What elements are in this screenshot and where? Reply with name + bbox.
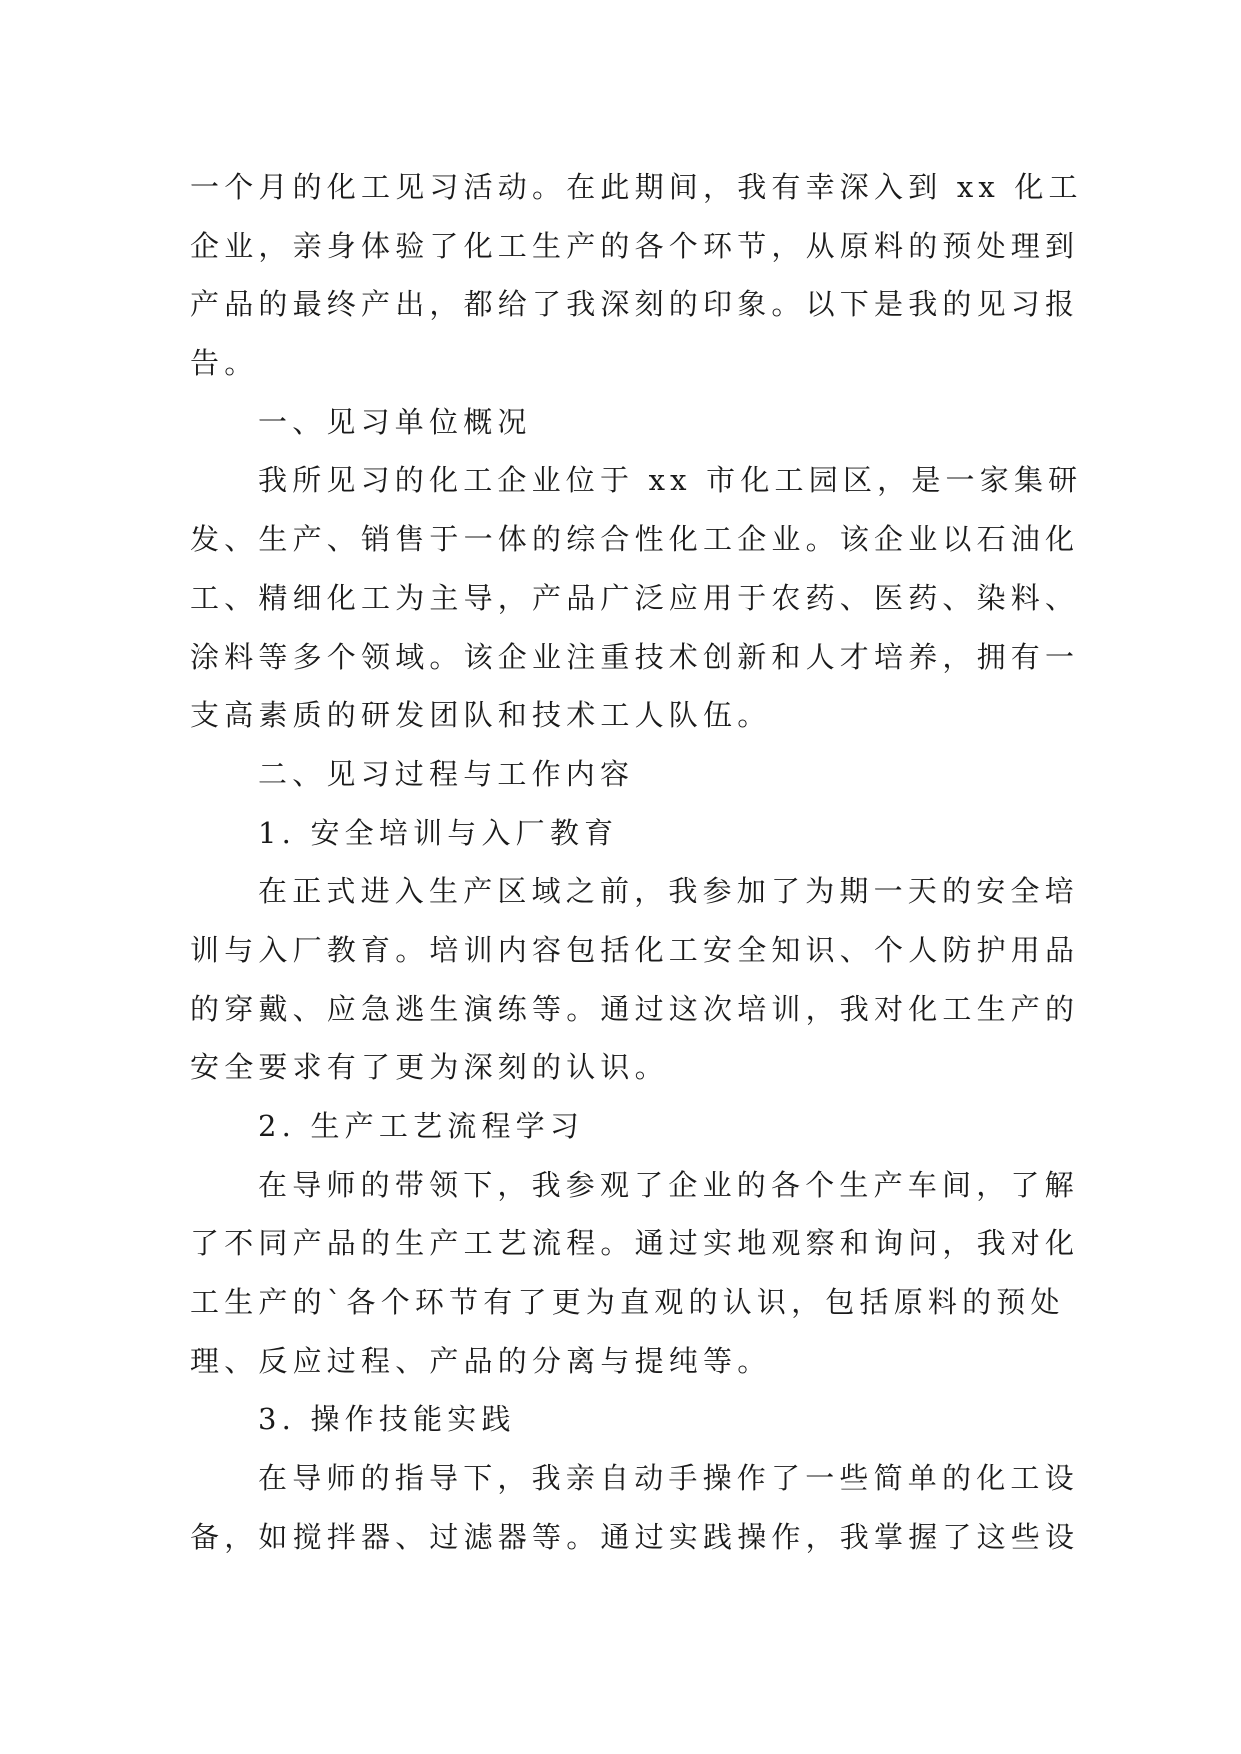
text-line: 理、反应过程、产品的分离与提纯等。 xyxy=(190,1343,772,1378)
text-line: 了不同产品的生产工艺流程。通过实地观察和询问，我对化 xyxy=(190,1226,1080,1261)
document-body xyxy=(190,158,1083,1567)
text-line: 在导师的带领下，我参观了企业的各个生产车间，了解 xyxy=(258,1167,1079,1202)
text-line: 支高素质的研发团队和技术工人队伍。 xyxy=(190,698,772,733)
text-line: 训与入厂教育。培训内容包括化工安全知识、个人防护用品 xyxy=(190,932,1080,967)
text-line: 工生产的`各个环节有了更为直观的认识，包括原料的预处 xyxy=(190,1285,1065,1320)
text-line: 产品的最终产出，都给了我深刻的印象。以下是我的见习报 xyxy=(190,287,1080,322)
text-line: 涂料等多个领域。该企业注重技术创新和人才培养，拥有一 xyxy=(190,639,1080,674)
section-heading: 二、见习过程与工作内容 xyxy=(258,756,635,791)
subsection-heading: 1. 安全培训与入厂教育 xyxy=(258,815,619,850)
text-line: 在正式进入生产区域之前，我参加了为期一天的安全培 xyxy=(258,874,1079,909)
text-line: 企业，亲身体验了化工生产的各个环节，从原料的预处理到 xyxy=(190,228,1080,263)
text-line: 安全要求有了更为深刻的认识。 xyxy=(190,1050,669,1085)
text-line: 告。 xyxy=(190,346,259,381)
text-line: 备，如搅拌器、过滤器等。通过实践操作，我掌握了这些设 xyxy=(190,1519,1080,1554)
text-line: 在导师的指导下，我亲自动手操作了一些简单的化工设 xyxy=(258,1461,1079,1496)
subsection-heading: 2. 生产工艺流程学习 xyxy=(258,1109,585,1143)
text-line: 我所见习的化工企业位于 xx 市化工园区，是一家集研 xyxy=(258,463,1083,498)
text-line: 工、精细化工为主导，产品广泛应用于农药、医药、染料、 xyxy=(190,580,1080,615)
subsection-heading: 3. 操作技能实践 xyxy=(258,1402,516,1437)
text-line: 的穿戴、应急逃生演练等。通过这次培训，我对化工生产的 xyxy=(190,991,1080,1026)
text-line: 发、生产、销售于一体的综合性化工企业。该企业以石油化 xyxy=(190,522,1080,557)
section-heading: 一、见习单位概况 xyxy=(258,404,532,439)
text-line: 一个月的化工见习活动。在此期间，我有幸深入到 xx 化工 xyxy=(190,170,1083,204)
